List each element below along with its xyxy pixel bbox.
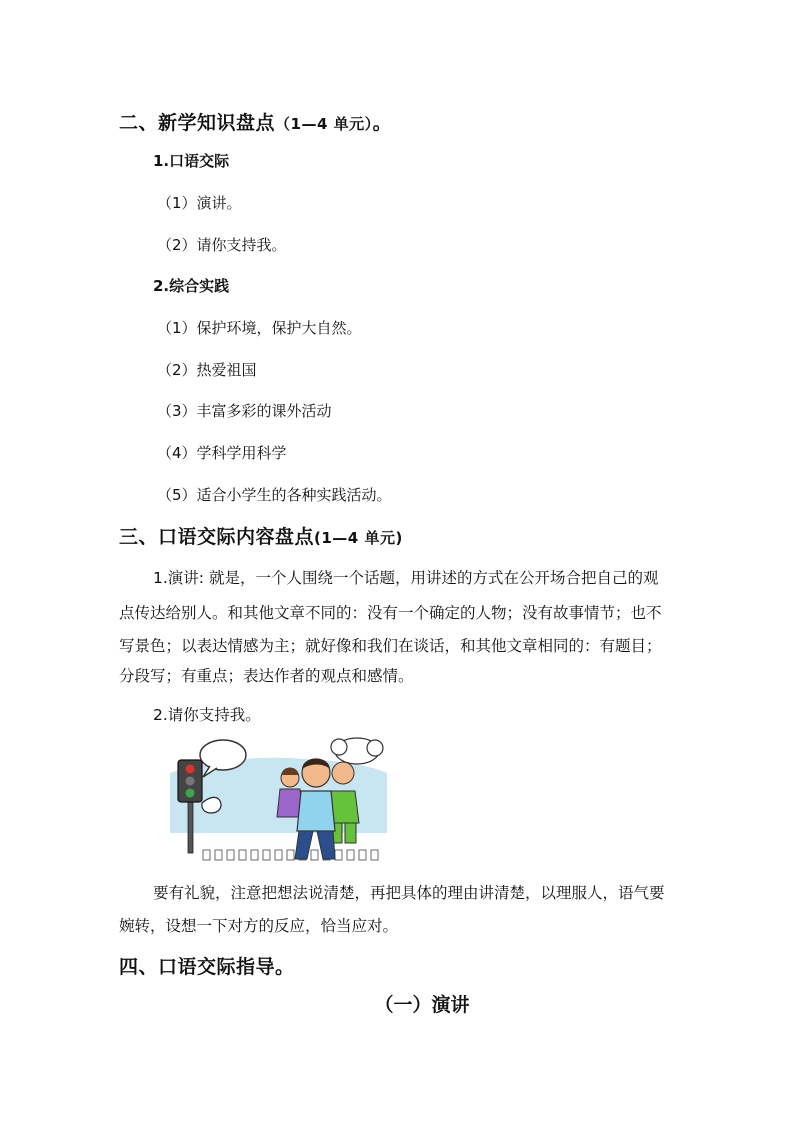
practice-item-1: （1）保护环境，保护大自然。 (157, 319, 362, 337)
section-2-title-note: （1—4 单元） (275, 115, 373, 133)
green-light-icon (186, 789, 195, 798)
comprehensive-practice-heading: 2.综合实践 (153, 277, 230, 295)
speech-paragraph-line-1: 1.演讲: 就是，一个人围绕一个话题，用讲述的方式在公开场合把自己的观 (153, 569, 659, 587)
yellow-light-icon (186, 777, 195, 786)
oral-item-2: （2）请你支持我。 (157, 236, 287, 254)
section-2-title-end: 。 (372, 112, 393, 134)
crosswalk-illustration (165, 733, 390, 868)
support-paragraph-line-2: 婉转，设想一下对方的反应，恰当应对。 (119, 917, 399, 935)
crosswalk-stripes (203, 850, 378, 860)
section-3-title-text: 三、口语交际内容盘点 (119, 526, 315, 548)
practice-item-4: （4）学科学用科学 (157, 444, 287, 462)
practice-item-3: （3）丰富多彩的课外活动 (157, 402, 332, 420)
speech-paragraph-line-3: 写景色；以表达情感为主；就好像和我们在谈话，和其他文章相同的：有题目； (119, 637, 662, 655)
section-3-title (119, 522, 403, 549)
practice-item-2: （2）热爱祖国 (157, 361, 257, 379)
speech-paragraph-line-4: 分段写；有重点；表达作者的观点和感情。 (119, 667, 414, 685)
section-3-title-note: (1—4 单元) (314, 529, 403, 547)
oral-communication-heading: 1.口语交际 (153, 152, 230, 170)
section-2-title-text: 二、新学知识盘点 (119, 112, 276, 134)
practice-item-5: （5）适合小学生的各种实践活动。 (157, 486, 392, 504)
support-paragraph-line-1: 要有礼貌，注意把想法说清楚，再把具体的理由讲清楚，以理服人，语气要 (153, 884, 665, 902)
oral-item-1: （1）演讲。 (157, 194, 242, 212)
red-light-icon (186, 765, 195, 774)
section-4-title: 四、口语交际指导。 (119, 956, 295, 978)
section-4-subtitle: （一）演讲 (374, 994, 470, 1016)
section-2-title (119, 108, 392, 135)
speech-paragraph-line-2: 点传达给别人。和其他文章不同的：没有一个确定的人物；没有故事情节；也不 (119, 604, 662, 622)
support-heading: 2.请你支持我。 (153, 706, 261, 724)
